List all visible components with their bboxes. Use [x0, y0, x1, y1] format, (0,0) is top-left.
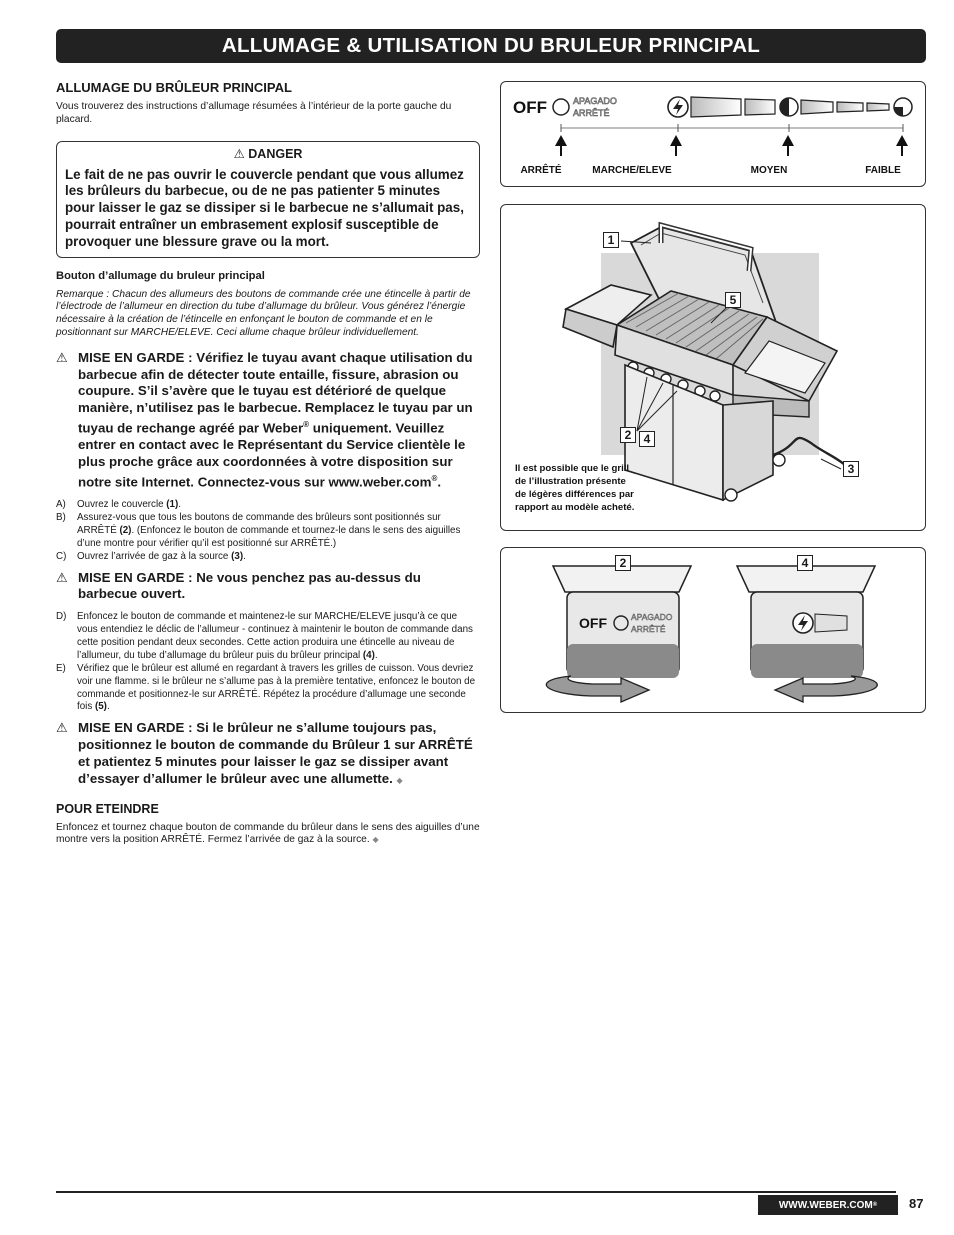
step-text: Assurez-vous que tous les boutons de commande des brûleurs sont positionnés sur ARRÊTÉ (2). (Enfoncez le bouton de commande et tournez-le dans le sens des aiguilles d’une montre pour vérifier qu’il est positionné sur ARRÊTÉ.): [77, 511, 461, 549]
grill-note-line1: Il est possible que le grill: [515, 463, 630, 474]
knob-illustration: [501, 548, 925, 712]
left-column: [56, 80, 480, 847]
diamond-icon: ◆: [372, 835, 379, 845]
diamond-icon: ◆: [396, 775, 403, 785]
list-item: [56, 611, 480, 663]
page-number: 87: [909, 1196, 924, 1211]
step-key: D): [56, 611, 67, 623]
step-key: A): [56, 498, 66, 510]
warning-triangle-icon: ⚠: [56, 569, 68, 585]
dial-apagado-label: APAGADO: [573, 96, 617, 106]
grill-illustration: [501, 205, 925, 530]
off-circle-icon: [553, 99, 569, 115]
grill-note-line4: rapport au modèle acheté.: [515, 502, 635, 513]
extinguish-text: Enfoncez et tournez chaque bouton de commande du brûleur dans le sens des aiguilles d’une montre vers la position ARRÊTÉ. Fermez l’arrivée de gaz à la source. ◆: [56, 821, 480, 846]
warning-hose-text: [78, 350, 480, 491]
warning-hose-end: .: [437, 474, 442, 490]
warning-lean: [56, 570, 480, 604]
ignition-note: Remarque : Chacun des allumeurs des boutons de commande crée une étincelle à partir de l’électrode de l’allumeur en direction du tube d’allumage du brûleur. Vous générez l’énergie nécessaire à la création de l’étincelle en enfonçant le bouton de commande et en le positionnant sur MARCHE/ELEVE. Ceci allume chaque brûleur individuellement.: [56, 288, 471, 338]
callout-2: 2: [620, 427, 636, 443]
callout-1: 1: [603, 232, 619, 248]
footer-url-badge: [758, 1195, 898, 1215]
knob-arrete-label: ARRÊTÉ: [631, 624, 666, 634]
knob-apagado-label: APAGADO: [631, 612, 673, 622]
dial-strip-illustration: [501, 82, 925, 186]
dial-label-medium: MOYEN: [750, 165, 788, 176]
warning-hose: [56, 350, 480, 491]
registered-mark: ®: [872, 1202, 878, 1208]
dial-off-label: OFF: [513, 98, 547, 117]
warning-lean-text: MISE EN GARDE : Ne vous penchez pas au-dessus du barbecue ouvert.: [78, 569, 421, 602]
list-item: [56, 512, 480, 551]
knob-figure-panel: [500, 547, 926, 713]
warning-retry: [56, 720, 480, 789]
step-text: Ouvrez l’arrivée de gaz à la source (3).: [77, 550, 246, 562]
dial-arrete-label: ARRÊTÉ: [573, 108, 610, 118]
step-text: Vérifiez que le brûleur est allumé en regardant à travers les grilles de cuisson. Vous devriez voir une flamme. si le brûleur ne s’allume pas à la première tentative, enfoncez le bouton de commande et positionnez-le sur ARRÊTÉ. Répétez la procédure d’allumage une seconde fois (5).: [77, 662, 476, 713]
step-key: C): [56, 550, 67, 562]
dial-label-high: MARCHE/ELEVE: [592, 165, 672, 176]
grill-note-line3: de légères différences par: [515, 489, 634, 500]
warning-hose-text-b: uniquement. Veuillez entrer en contact avec le Représentant du Service clientèle le plus proche grâce aux coordonnées à votre disposition sur notre site Internet. Connectez-vous sur www.weber.com: [78, 420, 466, 490]
knob-off-label: OFF: [579, 615, 607, 631]
danger-box: [56, 141, 480, 258]
ignition-heading: Bouton d’allumage du bruleur principal: [56, 269, 265, 282]
footer-rule: [56, 1191, 896, 1193]
extinguish-heading: POUR ETEINDRE: [56, 801, 159, 816]
section-heading: ALLUMAGE DU BRÛLEUR PRINCIPAL: [56, 80, 292, 95]
knob-label-2: 2: [615, 555, 631, 571]
steps-list-1: [56, 499, 480, 564]
intro-text: Vous trouverez des instructions d’allumage résumées à l’intérieur de la porte gauche du placard.: [56, 101, 452, 125]
grill-figure-panel: [500, 204, 926, 531]
list-item: [56, 499, 480, 512]
grill-note-line2: de l’illustration présente: [515, 476, 626, 487]
callout-4: 4: [639, 431, 655, 447]
warning-triangle-icon: ⚠: [233, 146, 245, 161]
callout-3: 3: [843, 461, 859, 477]
list-item: [56, 663, 480, 715]
list-item: [56, 551, 480, 564]
page-title: ALLUMAGE & UTILISATION DU BRULEUR PRINCIPAL: [221, 34, 761, 57]
danger-heading: [65, 146, 471, 161]
callout-5: 5: [725, 292, 741, 308]
warning-hose-text-a: MISE EN GARDE : Vérifiez le tuyau avant chaque utilisation du barbecue afin de détecter toute entaille, fissure, abrasion ou coupure. S’il s’avère que le tuyau est détérioré de quelque manière, n’utilisez pas le barbecue. Remplacez le tuyau par un tuyau de rechange agréé par Weber: [78, 349, 473, 436]
registered-mark: ®: [431, 473, 438, 483]
step-text: Enfoncez le bouton de commande et maintenez-le sur MARCHE/ELEVE jusqu’à ce que vous entendiez le déclic de l’allumeur - continuez à maintenir le bouton de commande dans cette position pendant deux secondes. Cette action produira une étincelle au niveau de l’allumeur, du tube d’allumage du brûleur puis du brûleur principal (4).: [77, 611, 473, 661]
dial-label-low: FAIBLE: [865, 165, 901, 176]
danger-label: DANGER: [248, 146, 303, 161]
footer-url: WWW.WEBER.COM: [778, 1199, 873, 1211]
warning-triangle-icon: ⚠: [56, 349, 68, 365]
dial-strip-panel: [500, 81, 926, 187]
steps-list-2: [56, 611, 480, 714]
step-key: E): [56, 662, 66, 674]
danger-text: Le fait de ne pas ouvrir le couvercle pendant que vous allumez les brûleurs du barbecue, ou de ne pas patienter 5 minutes pour laisser le gaz se dissiper si le barbecue ne s’allumait pas, pourrait entraîner un embrasement explosif susceptible de provoquer une blessure grave ou la mort.: [65, 166, 464, 249]
step-key: B): [56, 511, 66, 523]
knob-label-4: 4: [797, 555, 813, 571]
dial-label-off: ARRÊTÉ: [520, 165, 562, 176]
page-title-bar: [56, 29, 926, 63]
step-text: Ouvrez le couvercle (1).: [77, 498, 182, 510]
warning-retry-text: MISE EN GARDE : Si le brûleur ne s’allume toujours pas, positionnez le bouton de commande du Brûleur 1 sur ARRÊTÉ et patientez 5 minutes pour laisser le gaz se dissiper avant d’essayer d’allumer le brûleur avec une allumette. ◆: [78, 720, 473, 786]
registered-mark: ®: [303, 419, 310, 429]
warning-triangle-icon: ⚠: [56, 720, 68, 736]
